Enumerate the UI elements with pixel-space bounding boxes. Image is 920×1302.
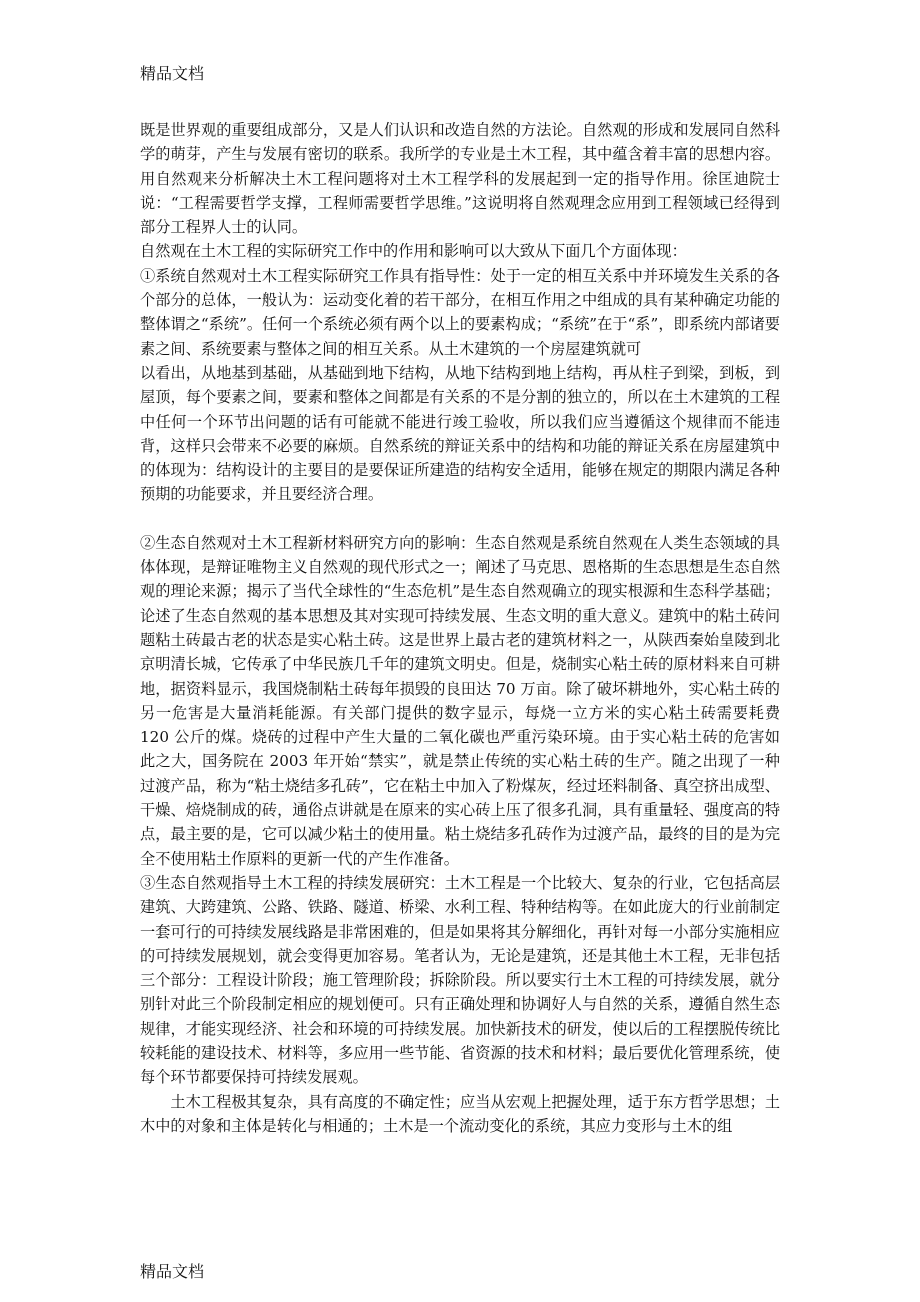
paragraph-intro: 既是世界观的重要组成部分，又是人们认识和改造自然的方法论。自然观的形成和发展同自然科学的萌芽，产生与发展有密切的联系。我所学的专业是土木工程，其中蕴含着丰富的思想内容。用自然观来分析解决土木工程问题将对土木工程学科的发展起到一定的指导作用。徐匡迪院士说：“工程需要哲学支撑，工程师需要哲学思维。”这说明将自然观理念应用到工程领域已经得到部分工程界人士的认同。 <box>140 121 780 237</box>
paragraph-point-1-continued: 以看出，从地基到基础，从基础到地下结构，从地下结构到地上结构，再从柱子到梁，到板，到屋顶，每个要素之间，要素和整体之间都是有关系的不是分割的独立的，所以在土木建筑的工程中任何一个环节出问题的话有可能就不能进行竣工验收，所以我们应当遵循这个规律而不能违背，这样只会带来不必要的麻烦。自然系统的辩证关系中的结构和功能的辩证关系在房屋建筑中的体现为：结构设计的主要目的是要保证所建造的结构安全适用，能够在规定的期限内满足各种预期的功能要求，并且要经济合理。 <box>140 363 780 504</box>
paragraph-point-2: ②生态自然观对土木工程新材料研究方向的影响：生态自然观是系统自然观在人类生态领域的具体体现，是辩证唯物主义自然观的现代形式之一；阐述了马克思、恩格斯的生态思想是生态自然观的理论来源；揭示了当代全球性的“生态危机”是生态自然观确立的现实根源和生态科学基础；论述了生态自然观的基本思想及其对实现可持续发展、生态文明的重大意义。建筑中的粘土砖问题粘土砖最古老的状态是实心粘土砖。这是世界上最古老的建筑材料之一，从陕西秦始皇陵到北京明清长城，它传承了中华民族几千年的建筑文明史。但是，烧制实心粘土砖的原材料来自可耕地，据资料显示，我国烧制粘土砖每年损毁的良田达 70 万亩。除了破坏耕地外，实心粘土砖的另一危害是大量消耗能源。有关部门提供的数字显示，每烧一立方米的实心粘土砖需要耗费 120 公斤的煤。烧砖的过程中产生大量的二氧化碳也严重污染环境。由于实心粘土砖的危害如此之大，国务院在 2003 年开始“禁实”，就是禁止传统的实心粘土砖的生产。随之出现了一种过渡产品，称为“粘土烧结多孔砖”，它在粘土中加入了粉煤灰，经过坯料制备、真空挤出成型、干燥、焙烧制成的砖，通俗点讲就是在原来的实心砖上压了很多孔洞，具有重量轻、强度高的特点，最主要的是，它可以减少粘土的使用量。粘土烧结多孔砖作为过渡产品，最终的目的是为完全不使用粘土作原料的更新一代的产生作准备。 <box>140 533 780 868</box>
paragraph-point-1: ①系统自然观对土木工程实际研究工作具有指导性：处于一定的相互关系中并环境发生关系的各个部分的总体，一般认为：运动变化着的若干部分，在相互作用之中组成的具有某种确定功能的整体谓之“系统”。任何一个系统必须有两个以上的要素构成；“系统”在于“系”，即系统内部诸要素之间、系统要素与整体之间的相互关系。从土木建筑的一个房屋建筑就可 <box>140 266 780 358</box>
page-header: 精品文档 <box>140 64 205 83</box>
paragraph-point-3: ③生态自然观指导土木工程的持续发展研究：土木工程是一个比较大、复杂的行业，它包括高层建筑、大跨建筑、公路、铁路、隧道、桥梁、水利工程、特种结构等。在如此庞大的行业前制定一套可行的可持续发展线路是非常困难的，但是如果将其分解细化，再针对每一小部分实施相应的可持续发展规划，就会变得更加容易。笔者认为，无论是建筑，还是其他土木工程，无非包括三个部分：工程设计阶段；施工管理阶段；拆除阶段。所以要实行土木工程的可持续发展，就分别针对此三个阶段制定相应的规划便可。只有正确处理和协调好人与自然的关系，遵循自然生态规律，才能实现经济、社会和环境的可持续发展。加快新技术的研发，使以后的工程摆脱传统比较耗能的建设技术、材料等，多应用一些节能、省资源的技术和材料；最后要优化管理系统，使每个环节都要保持可持续发展观。 <box>140 873 780 1087</box>
paragraph-overview: 自然观在土木工程的实际研究工作中的作用和影响可以大致从下面几个方面体现： <box>140 242 687 261</box>
document-body <box>140 118 780 1138</box>
page-footer: 精品文档 <box>140 1262 205 1281</box>
paragraph-conclusion: 土木工程极其复杂，具有高度的不确定性；应当从宏观上把握处理，适于东方哲学思想；土木中的对象和主体是转化与相通的；土木是一个流动变化的系统，其应力变形与土木的组 <box>140 1092 780 1135</box>
